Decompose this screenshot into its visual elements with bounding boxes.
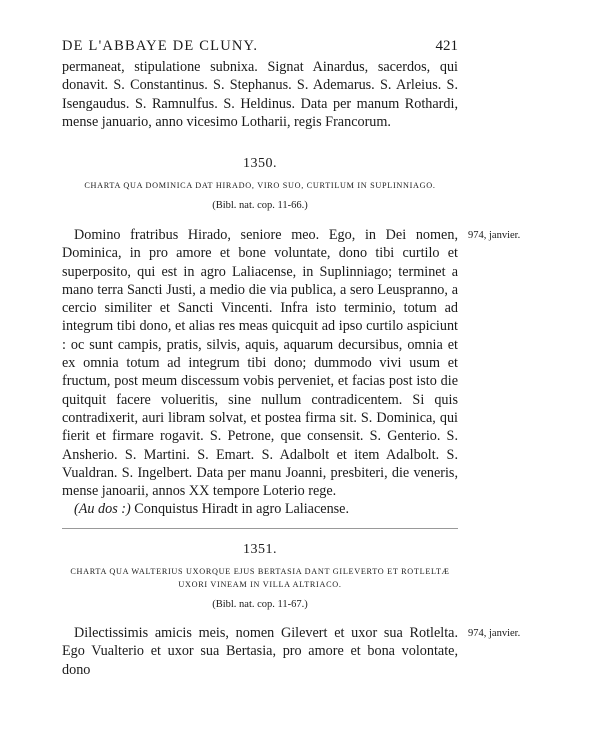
charter-title-1351-line1: CHARTA QUA WALTERIUS UXORQUE EJUS BERTASIA DANT GILEVERTO ET ROTLELTÆ [70,567,450,576]
page-number: 421 [435,38,458,54]
charter-number-1351: 1351. [243,542,277,557]
carryover-paragraph [62,58,458,131]
charter-title-1351-line2: UXORI VINEAM IN VILLA ALTRIACO. [178,580,342,589]
endorsement-text: Conquistus Hiradt in agro Laliacense. [134,501,350,518]
endorsement-label: (Au dos :) [74,501,131,518]
charter-source-1350: (Bibl. nat. cop. 11-66.) [212,200,308,211]
charter-text-1350: Domino fratribus Hirado, seniore meo. Ego, in Dei nomen, Dominica, in pro amore et bone voluntate, dono tibi curtilo et superposito, qui est in agro Laliacense, in Suplinniago; terminet a mano terra Sancti Justi, a medio die via publica, a sero Leuspranno, a cercio similiter et Sancti Vincenti. Infra isto terminio, totum ad integrum tibi dono, et alias res meas quicquit ad ipso curtilo aspiciunt : oc sunt campis, pratis, silvis, aquis, aquarum decursibus, omnia et ex omnia totum ad integrum tibi dono; dummodo vivi usum et fructum, post meum discessum vobis perveniet, et facias post isto die quitquit facere volueritis, sine nullum contradicentem. Si quis contradixerit, auri libram solvat, et postea firma sit. S. Dominica, qui fierit et firmare rogavit. S. Petrone, que consensit. S. Genterio. S. Ansherio. S. Martini. S. Emart. S. Adalbolt et item Adalbolt. S. Vualdran. S. Ingelbert. Data per manu Joanni, presbiteri, die veneris, mense janoarii, annos XX tempore Loterio rege. [62,227,458,500]
running-title: DE L'ABBAYE DE CLUNY. [62,38,259,54]
charter-body-1351 [62,624,458,679]
charter-body-1350 [62,226,458,519]
charter-number-1350: 1350. [243,156,277,171]
running-header [62,38,458,55]
endorsement [62,500,458,518]
carryover-text: permaneat, stipulatione subnixa. Signat Ainardus, sacerdos, qui donavit. S. Constantinus. S. Stephanus. S. Ademarus. S. Arleius. S. Isengaudus. S. Ramnulfus. S. Heldinus. Data per manum Rothardi, mense januario, anno vicesimo Lotharii, regis Francorum. [62,59,458,130]
charter-source-1351: (Bibl. nat. cop. 11-67.) [212,599,308,610]
margin-date-1351: 974, janvier. [468,628,521,639]
charter-title-1350: CHARTA QUA DOMINICA DAT HIRADO, VIRO SUO, CURTILUM IN SUPLINNIAGO. [84,181,436,190]
section-divider [62,528,458,529]
margin-date-1350: 974, janvier. [468,230,521,241]
charter-text-1351: Dilectissimis amicis meis, nomen Gilevert et uxor sua Rotlelta. Ego Vualterio et uxor sua Bertasia, pro amore et bona volontate, dono [62,625,458,678]
charter-title-1351 [62,565,458,591]
